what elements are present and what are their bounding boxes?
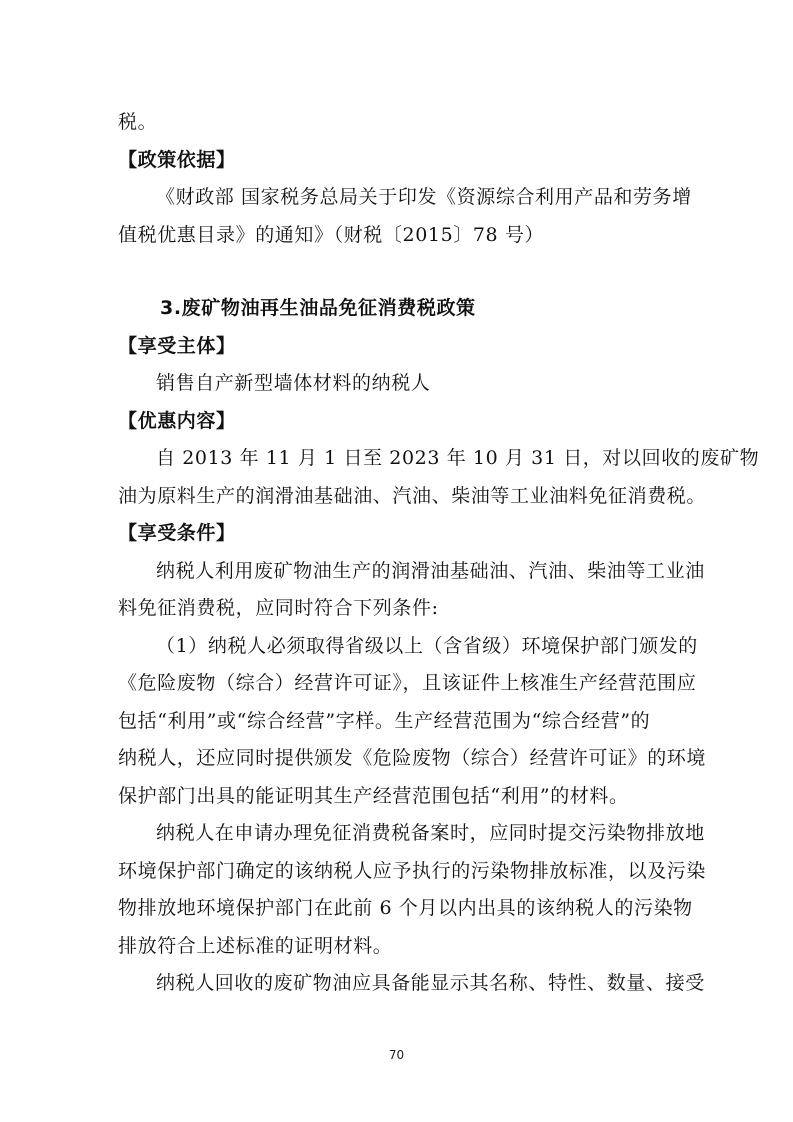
conditions-line: 纳税人在申请办理免征消费税备案时，应同时提交污染物排放地 (156, 822, 705, 844)
policy-basis-line: 值税优惠目录》的通知》（财税〔2015〕78 号） (118, 223, 545, 246)
conditions-line: 包括“利用”或“综合经营”字样。生产经营范围为“综合经营”的 (118, 709, 651, 732)
benefit-line: 油为原料生产的润滑油基础油、汽油、柴油等工业油料免征消费税。 (118, 484, 707, 507)
section-gap (118, 254, 678, 290)
page-content (118, 104, 760, 1003)
conditions-line: 物排放地环境保护部门在此前 6 个月以内出具的该纳税人的污染物 (118, 897, 693, 919)
policy-basis-line: 《财政部 国家税务总局关于印发《资源综合利用产品和劳务增 (156, 186, 692, 208)
conditions-line: 《危险废物（综合）经营许可证》，且该证件上核准生产经营范围应 (118, 672, 697, 694)
benefit-heading: 【优惠内容】 (118, 409, 236, 432)
conditions-line: 料免征消费税，应同时符合下列条件: (118, 597, 439, 619)
conditions-line: （1）纳税人必须取得省级以上（含省级）环境保护部门颁发的 (156, 634, 698, 657)
section-title: 3.废矿物油再生油品免征消费税政策 (160, 297, 476, 319)
benefit-line: 自 2013 年 11 月 1 日至 2023 年 10 月 31 日，对以回收的废矿物 (156, 447, 760, 469)
subject-text: 销售自产新型墙体材料的纳税人 (156, 372, 431, 394)
page-number: 70 (388, 1048, 405, 1062)
conditions-line: 纳税人，还应同时提供颁发《危险废物（综合）经营许可证》的环境 (118, 747, 707, 769)
conditions-line: 排放符合上述标准的证明材料。 (118, 934, 393, 957)
conditions-line: 保护部门出具的能证明其生产经营范围包括“利用”的材料。 (118, 784, 629, 807)
conditions-heading: 【享受条件】 (118, 522, 236, 544)
policy-basis-heading: 【政策依据】 (118, 148, 236, 171)
conditions-line: 纳税人回收的废矿物油应具备能显示其名称、特性、数量、接受 (156, 972, 705, 994)
conditions-line: 环境保护部门确定的该纳税人应予执行的污染物排放标准，以及污染 (118, 859, 707, 882)
conditions-line: 纳税人利用废矿物油生产的润滑油基础油、汽油、柴油等工业油 (156, 559, 705, 582)
paragraph-fragment: 税。 (118, 111, 158, 133)
subject-heading: 【享受主体】 (118, 334, 236, 357)
